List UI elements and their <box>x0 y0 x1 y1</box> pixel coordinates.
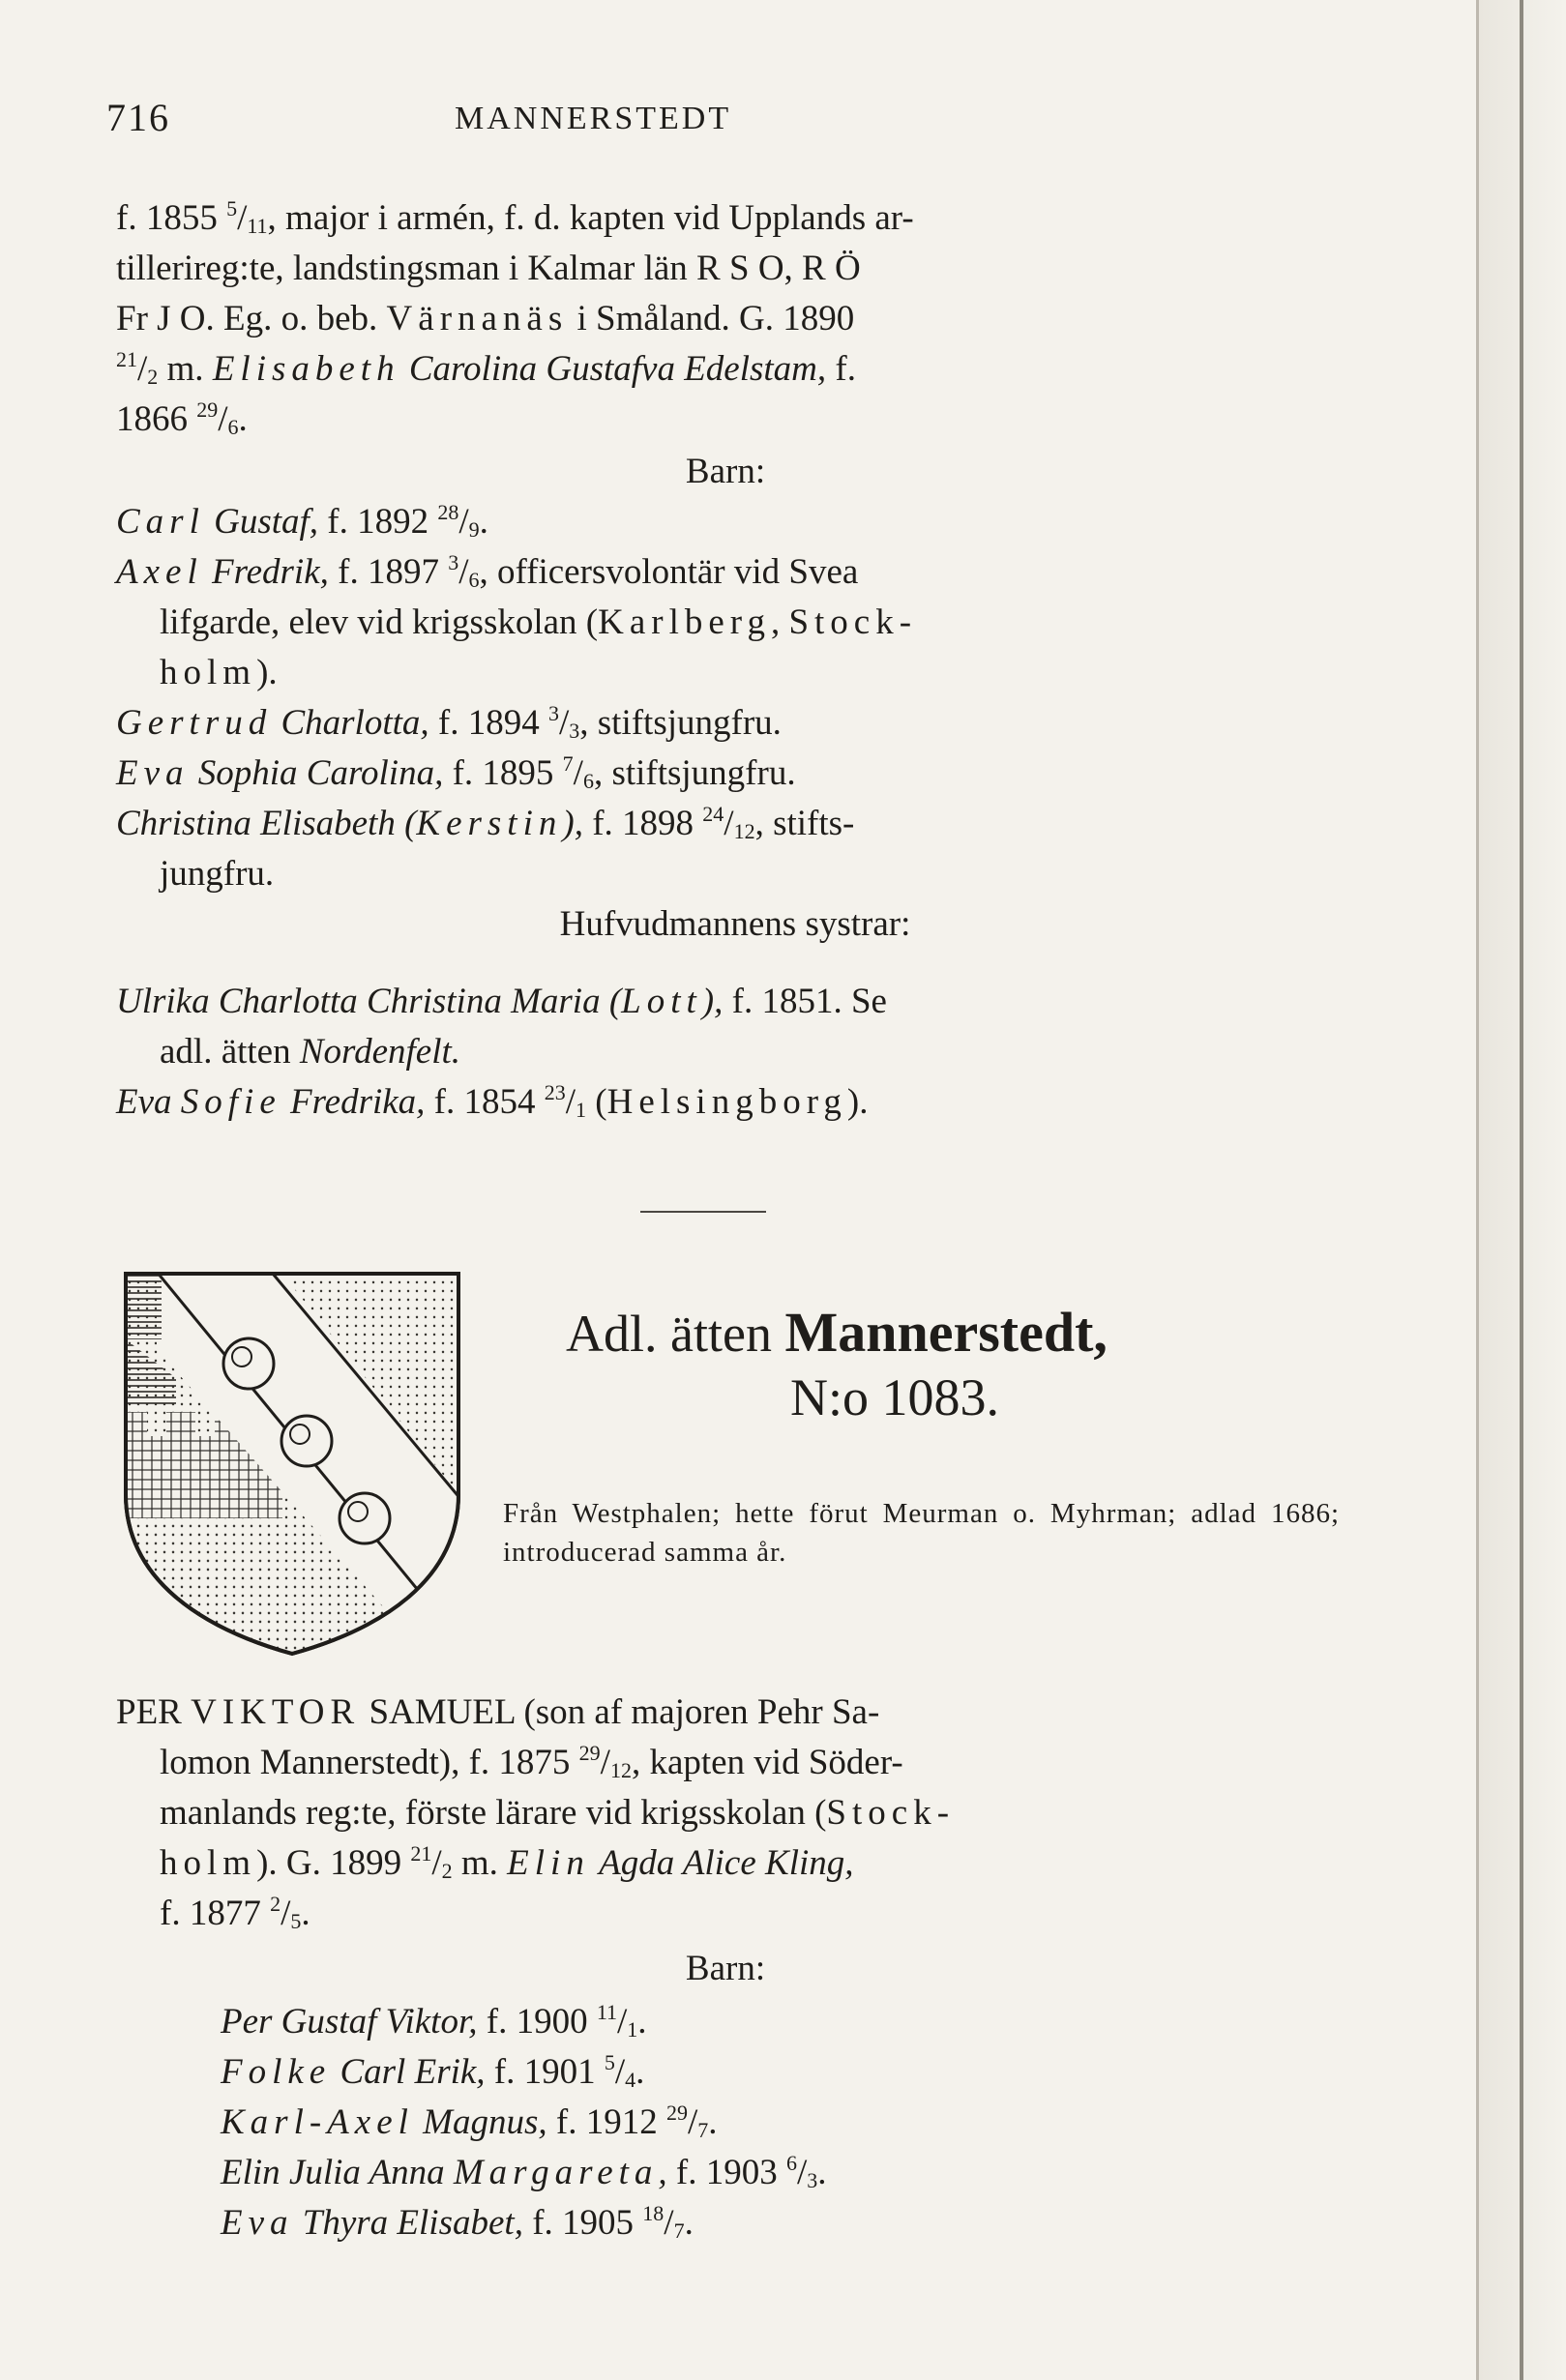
text-run <box>294 2203 303 2243</box>
spaced-italic-name: Kerstin <box>416 804 563 843</box>
text-line <box>116 1077 1330 1128</box>
text-run: f. 1905 <box>522 2203 643 2243</box>
sisters-list <box>116 977 1330 1128</box>
text-run: f. 1898 <box>582 804 703 843</box>
text-run: / <box>664 2203 674 2243</box>
spaced-italic-name: Margareta <box>453 2153 659 2192</box>
text-line <box>116 244 1330 294</box>
date-month: 6 <box>468 568 480 592</box>
text-run: 1866 <box>116 399 197 439</box>
children-heading-2-text: Barn: <box>685 1949 766 1988</box>
italic-name: Christina Elisabeth ( <box>116 804 417 843</box>
text-run: / <box>218 399 228 439</box>
text-line <box>116 849 1330 899</box>
text-run: f. 1903 <box>666 2153 786 2192</box>
text-run: , major i armén, f. d. kapten vid Upplands ar- <box>267 198 914 238</box>
date-day: 2 <box>270 1892 281 1916</box>
date-day: 18 <box>642 2201 665 2225</box>
spaced-italic-name: Eva <box>221 2203 294 2243</box>
text-run: / <box>458 502 469 542</box>
text-run: / <box>558 703 570 743</box>
spaced-italic-name: Lott <box>621 982 702 1021</box>
date-month: 2 <box>147 365 159 389</box>
spaced-italic-name: Elisabeth <box>212 349 400 389</box>
date-day: 6 <box>785 2151 797 2175</box>
spaced-text: VIKTOR <box>191 1692 361 1732</box>
italic-name: Gustaf, <box>214 502 319 542</box>
italic-name: Agda Alice Kling, <box>599 1843 854 1883</box>
date-month: 7 <box>697 2118 709 2142</box>
text-run: f. 1877 <box>160 1894 271 1933</box>
italic-name: Sophia Carolina, <box>197 753 444 793</box>
text-line <box>221 2148 1333 2198</box>
text-run: adl. ätten <box>160 1032 300 1072</box>
date-day: 23 <box>544 1080 566 1104</box>
text-run: , <box>770 602 789 642</box>
page-header <box>106 95 1329 143</box>
children-heading-2 <box>580 1944 871 1994</box>
date-day: 24 <box>702 802 724 826</box>
family-title-prefix: Adl. ätten <box>566 1305 785 1363</box>
text-line <box>221 2047 1333 2098</box>
italic-name: ), <box>701 982 724 1021</box>
text-run: / <box>573 753 583 793</box>
text-run <box>281 1082 290 1122</box>
text-run: . <box>238 399 248 439</box>
text-run: lomon Mannerstedt), f. 1875 <box>160 1743 579 1782</box>
text-run: , stiftsjungfru. <box>593 753 796 793</box>
text-run: / <box>617 2002 628 2042</box>
text-line <box>116 395 1330 445</box>
date-month: 3 <box>807 2168 818 2192</box>
text-run <box>414 2102 423 2142</box>
text-run: f. 1897 <box>328 552 449 592</box>
spaced-italic-name: Sofie <box>180 1082 281 1122</box>
date-day: 5 <box>226 196 238 220</box>
family-title-line <box>566 1301 1301 1366</box>
spaced-text: holm <box>160 1843 257 1883</box>
text-run: / <box>614 2052 626 2092</box>
text-run <box>205 502 214 542</box>
spaced-italic-name: Folke <box>221 2052 332 2092</box>
text-run: . <box>637 2002 647 2042</box>
text-run: , stifts- <box>754 804 855 843</box>
text-run: , officersvolontär vid Svea <box>479 552 859 592</box>
text-run <box>190 753 198 793</box>
text-run: / <box>565 1082 576 1122</box>
text-line <box>116 497 1330 547</box>
italic-name: Carolina Gustafva Edelstam, <box>408 349 827 389</box>
date-day: 29 <box>196 397 219 422</box>
text-run: manlands reg:te, förste lärare vid krigsskolan ( <box>160 1793 827 1833</box>
italic-name: Charlotta, <box>281 703 429 743</box>
date-day: 28 <box>437 500 459 524</box>
date-month: 12 <box>609 1758 632 1782</box>
spaced-italic-name: Karl-Axel <box>221 2102 414 2142</box>
text-run: m. <box>452 1843 508 1883</box>
date-day: 29 <box>665 2101 688 2125</box>
text-line <box>116 1889 1330 1939</box>
date-day: 3 <box>448 550 459 574</box>
text-run: m. <box>158 349 213 389</box>
page-gutter <box>1476 0 1566 2380</box>
spaced-italic-name: Axel <box>116 552 203 592</box>
text-run: f. 1900 <box>477 2002 597 2042</box>
text-run: lifgarde, elev vid krigsskolan ( <box>160 602 599 642</box>
text-run: PER <box>116 1692 192 1732</box>
text-run: f. 1895 <box>443 753 563 793</box>
text-run: jungfru. <box>160 854 275 894</box>
family-title-name: Mannerstedt, <box>784 1301 1108 1364</box>
text-run: . <box>708 2102 718 2142</box>
text-line <box>116 1027 1330 1077</box>
text-run: / <box>687 2102 698 2142</box>
spaced-italic-name: Eva <box>116 753 190 793</box>
date-month: 3 <box>569 719 580 743</box>
text-run <box>400 349 409 389</box>
date-day: 7 <box>562 751 574 776</box>
date-day: 21 <box>116 347 137 371</box>
spaced-text: Värnanäs <box>386 299 569 338</box>
text-line <box>221 2198 1333 2248</box>
date-month: 1 <box>576 1098 587 1122</box>
gutter-line <box>1520 0 1523 2380</box>
text-run: / <box>724 804 734 843</box>
text-run: f. 1855 <box>116 198 227 238</box>
family-number: N:o 1083. <box>790 1368 999 1426</box>
text-line <box>116 598 1330 648</box>
text-run: / <box>137 349 148 389</box>
page-number: 716 <box>106 96 170 139</box>
text-line <box>116 344 1330 395</box>
text-line <box>116 1838 1330 1889</box>
children-list <box>116 497 1330 899</box>
date-day: 3 <box>547 701 559 725</box>
italic-name: Per Gustaf Viktor, <box>221 2002 478 2042</box>
text-run: f. 1912 <box>547 2102 666 2142</box>
date-month: 12 <box>733 819 755 843</box>
text-run: / <box>458 552 469 592</box>
text-run: Fr J O. Eg. o. beb. <box>116 299 387 338</box>
italic-name: Ulrika Charlotta Christina Maria ( <box>116 982 622 1021</box>
spaced-text: Stock- <box>788 602 918 642</box>
text-line <box>116 1688 1330 1738</box>
date-day: 29 <box>578 1741 601 1765</box>
head-of-family-entry <box>116 1688 1330 1939</box>
text-line <box>116 799 1330 849</box>
text-run: , kapten vid Söder- <box>631 1743 903 1782</box>
text-run: f. 1892 <box>318 502 438 542</box>
text-run: . <box>301 1894 310 1933</box>
spaced-text: holm <box>160 653 257 692</box>
date-month: 6 <box>227 415 239 439</box>
date-month: 6 <box>582 769 594 793</box>
spaced-italic-name: Carl <box>116 502 205 542</box>
italic-name: , <box>658 2153 667 2192</box>
heraldic-shield-icon <box>118 1262 466 1660</box>
spaced-text: Karlberg <box>598 602 771 642</box>
text-line <box>116 294 1330 344</box>
text-run <box>590 1843 599 1883</box>
sisters-heading-text: Hufvudmannens systrar: <box>559 904 911 944</box>
italic-name: Magnus, <box>423 2102 547 2142</box>
text-line <box>116 698 1330 749</box>
text-run: f. 1894 <box>428 703 548 743</box>
text-run: . <box>635 2052 645 2092</box>
children-heading <box>580 447 871 497</box>
text-run: . <box>817 2153 827 2192</box>
spaced-text: Helsingborg <box>606 1082 847 1122</box>
italic-name: Carl Erik, <box>340 2052 486 2092</box>
section-divider <box>640 1211 766 1213</box>
text-run <box>203 552 212 592</box>
text-line <box>116 977 1330 1027</box>
text-line <box>221 2098 1333 2148</box>
text-line <box>116 1788 1330 1838</box>
text-line <box>116 547 1330 598</box>
date-month: 4 <box>625 2068 636 2092</box>
text-line <box>116 1738 1330 1788</box>
date-day: 11 <box>596 2000 618 2024</box>
text-run: SAMUEL (son af majoren Pehr Sa- <box>360 1692 880 1732</box>
text-run: tillerireg:te, landstingsman i Kalmar län R S O, R Ö <box>116 249 861 288</box>
date-day: 5 <box>604 2050 615 2074</box>
spaced-text: Stock- <box>826 1793 956 1833</box>
family-origin-note: Från Westphalen; hette förut Meurman o. Myhrman; adlad 1686; introducerad samma år. <box>503 1498 1340 1568</box>
children-heading-text: Barn: <box>685 452 766 491</box>
text-line <box>116 648 1330 698</box>
italic-name: Fredrik, <box>211 552 329 592</box>
italic-name: ), <box>562 804 583 843</box>
text-line <box>116 749 1330 799</box>
text-run: / <box>237 198 248 238</box>
text-run: f. 1854 <box>425 1082 545 1122</box>
date-month: 2 <box>441 1859 453 1883</box>
text-run: f. 1851. Se <box>723 982 887 1021</box>
spaced-italic-name: Gertrud <box>116 703 273 743</box>
date-month: 1 <box>627 2017 638 2042</box>
text-run: / <box>600 1743 610 1782</box>
text-line <box>116 193 1330 244</box>
text-run: , stiftsjungfru. <box>579 703 782 743</box>
text-run: f. 1901 <box>485 2052 605 2092</box>
text-run: f. <box>826 349 856 389</box>
text-run: ). <box>846 1082 869 1122</box>
text-run: ( <box>586 1082 607 1122</box>
text-run: . <box>479 502 488 542</box>
entry-continued <box>116 193 1330 445</box>
text-run: ). <box>256 653 278 692</box>
italic-name: Eva <box>116 1082 181 1122</box>
text-line <box>221 1997 1333 2047</box>
italic-name: Fredrika, <box>290 1082 426 1122</box>
date-month: 9 <box>468 517 480 542</box>
date-month: 5 <box>290 1909 302 1933</box>
italic-name: Thyra Elisabet, <box>302 2203 523 2243</box>
spaced-italic-name: Elin <box>507 1843 590 1883</box>
text-run: / <box>431 1843 442 1883</box>
date-month: 7 <box>673 2218 685 2243</box>
italic-name: Nordenfelt. <box>299 1032 460 1072</box>
date-day: 21 <box>410 1841 432 1866</box>
children-list-2 <box>221 1997 1333 2248</box>
sisters-heading <box>464 899 1006 950</box>
italic-name: Elin Julia Anna <box>221 2153 454 2192</box>
text-run: i Småland. G. 1890 <box>568 299 855 338</box>
text-run: / <box>281 1894 291 1933</box>
family-title <box>566 1301 1301 1429</box>
date-month: 11 <box>247 214 268 238</box>
running-head: MANNERSTEDT <box>455 101 732 136</box>
text-run: ). G. 1899 <box>256 1843 411 1883</box>
text-run: / <box>796 2153 808 2192</box>
text-run: . <box>684 2203 694 2243</box>
